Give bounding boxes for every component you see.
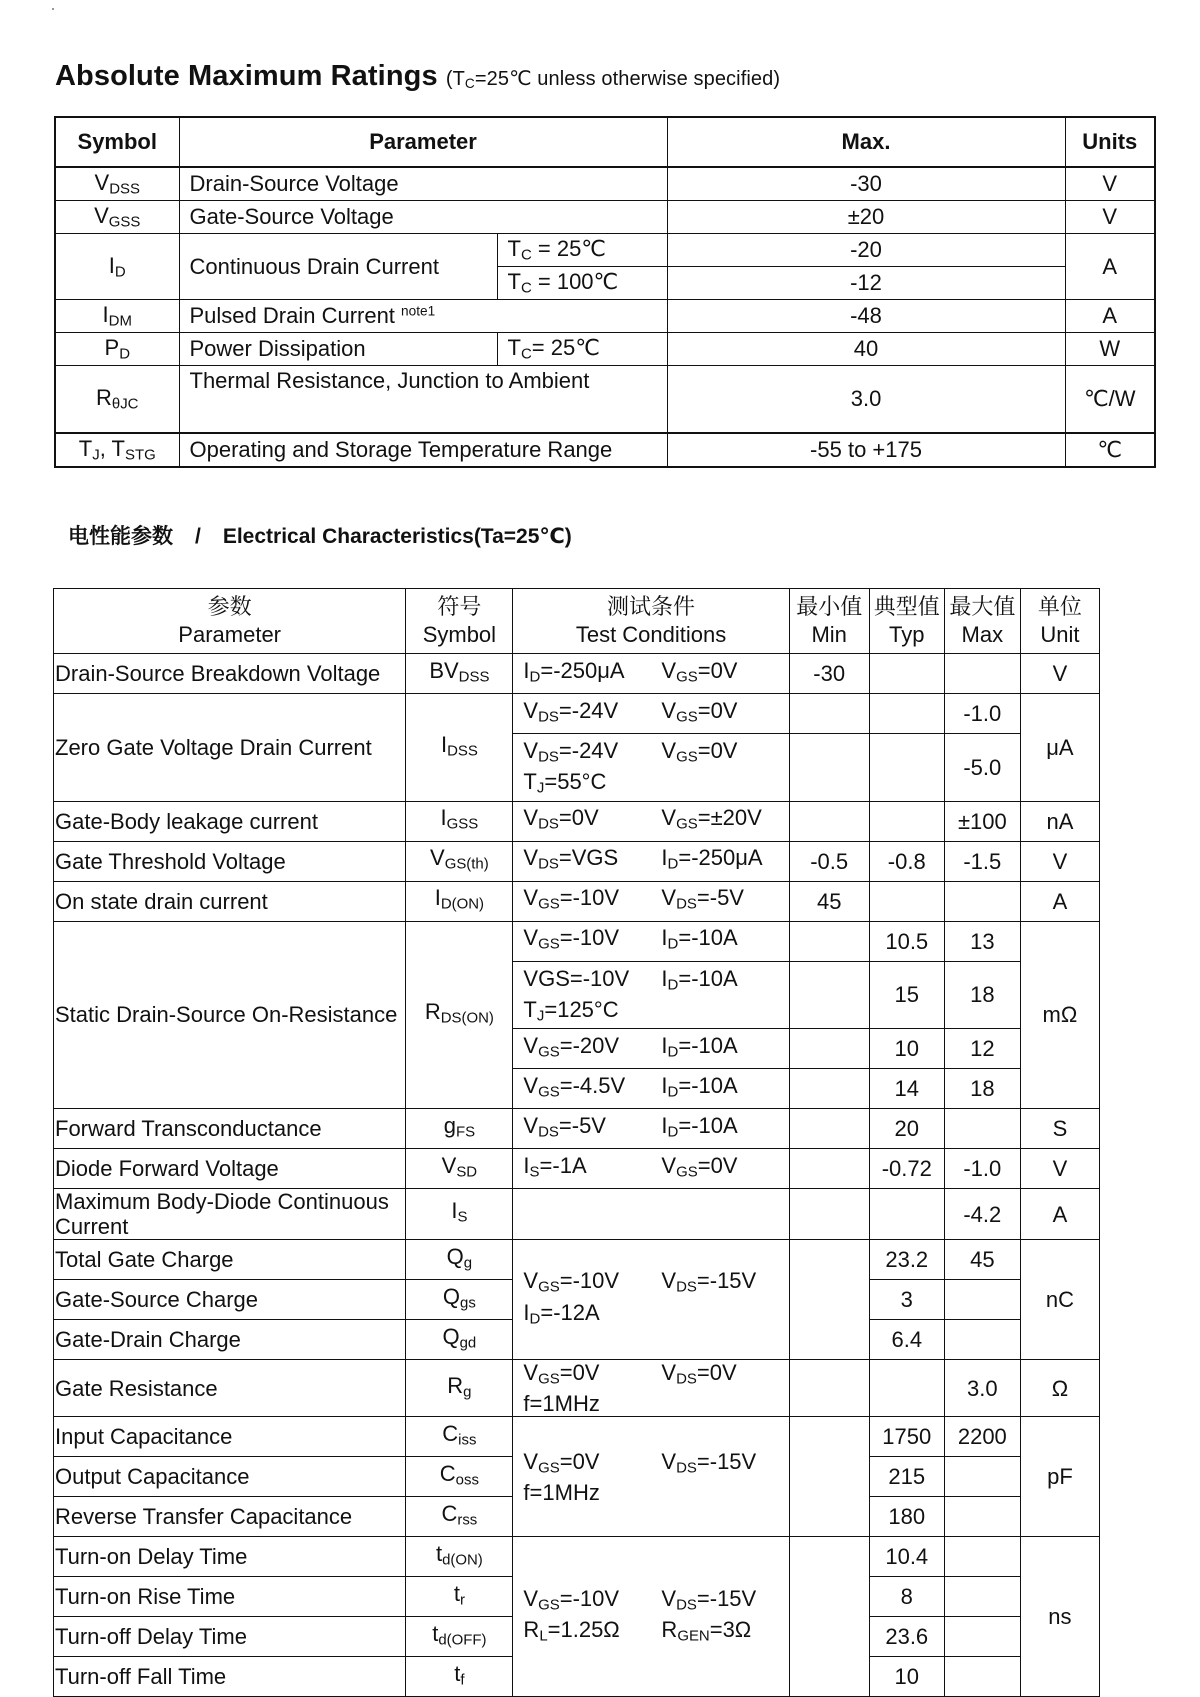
max-cell [944, 1280, 1020, 1320]
unit-cell: ns [1020, 1537, 1099, 1697]
unit-cell: V [1065, 167, 1155, 201]
unit-cell: mΩ [1020, 921, 1099, 1109]
typ-cell [869, 1189, 944, 1240]
symbol-cell: $I_{DSS}$ [406, 694, 513, 802]
min-cell [789, 961, 869, 1029]
symbol-cell: $t_r$ [406, 1577, 513, 1617]
heading-en: Electrical Characteristics(Ta=25℃) [222, 525, 572, 548]
max-cell [944, 1497, 1020, 1537]
typ-cell [869, 654, 944, 694]
parameter-cell: Total Gate Charge [54, 1240, 406, 1280]
min-cell: 45 [789, 881, 869, 921]
max-cell: 3.0 [667, 366, 1065, 434]
symbol-cell: $C_{rss}$ [406, 1497, 513, 1537]
parameter-cell: Input Capacitance [54, 1417, 406, 1457]
symbol-cell: $Q_{gd}$ [406, 1320, 513, 1360]
electrical-table [53, 588, 1100, 1697]
heading-cn: 电性能参数 [68, 525, 173, 548]
ec-header-typ: 典型值 Typ [869, 589, 944, 654]
ec-header-min: 最小值 Min [789, 589, 869, 654]
condition-cell: $V_{GS}=-10V$ $V_{DS}=-15V$ $R_L=1.25\Omega$ $R_{GEN}=3\Omega$ [513, 1537, 789, 1697]
parameter-cell: Reverse Transfer Capacitance [54, 1497, 406, 1537]
condition-cell: $V_{GS}=-10V$ $V_{DS}=-15V$ $I_D=-12A$ [513, 1240, 789, 1360]
min-cell [789, 734, 869, 802]
symbol-cell: $Q_g$ [406, 1240, 513, 1280]
typ-cell: 10 [869, 1029, 944, 1069]
ec-row-rdson-1 [54, 921, 1100, 961]
condition-cell: $V_{DS}=-24V$ $V_{GS}=0V$ $T_J=55^\circ C$ [513, 734, 789, 802]
symbol-cell: $I_{D(ON)}$ [406, 881, 513, 921]
amr-row-tj [55, 433, 1155, 467]
max-cell: -5.0 [944, 734, 1020, 802]
condition-cell: $V_{DS}=-5V$ $I_D=-10A$ [513, 1109, 789, 1149]
unit-cell: V [1065, 201, 1155, 234]
typ-cell: 14 [869, 1069, 944, 1109]
ec-row-qg [54, 1240, 1100, 1280]
condition-cell: $I_D=-250\mu A$ $V_{GS}=0V$ [513, 654, 789, 694]
max-cell: -4.2 [944, 1189, 1020, 1240]
min-cell [789, 1360, 869, 1417]
min-cell [789, 1240, 869, 1360]
typ-cell: 23.2 [869, 1240, 944, 1280]
typ-cell: 3 [869, 1280, 944, 1320]
unit-cell: S [1020, 1109, 1099, 1149]
min-cell: -0.5 [789, 841, 869, 881]
condition-cell: $V_{GS}=-10V$ $V_{DS}=-5V$ [513, 881, 789, 921]
parameter-cell: Gate-Body leakage current [54, 801, 406, 841]
parameter-cell: Pulsed Drain Current $^{note1}$ [179, 300, 667, 333]
condition-cell: $V_{DS}=-24V$ $V_{GS}=0V$ [513, 694, 789, 734]
max-cell: 45 [944, 1240, 1020, 1280]
max-cell [944, 881, 1020, 921]
min-cell [789, 1109, 869, 1149]
condition-cell: $V_{GS}=0V$ $V_{DS}=-15V$ f=1MHz [513, 1417, 789, 1537]
unit-cell: nC [1020, 1240, 1099, 1360]
symbol-cell: $C_{oss}$ [406, 1457, 513, 1497]
condition-cell: $V_{GS}=-20V$ $I_D=-10A$ [513, 1029, 789, 1069]
symbol-cell: $V_{GSS}$ [55, 201, 179, 234]
max-cell [944, 1577, 1020, 1617]
min-cell [789, 1189, 869, 1240]
amr-row-rth [55, 366, 1155, 434]
typ-cell: 10 [869, 1657, 944, 1697]
condition-cell: $V_{GS}=-10V$ $I_D=-10A$ [513, 921, 789, 961]
parameter-cell: Gate-Source Voltage [179, 201, 667, 234]
unit-cell: A [1065, 234, 1155, 300]
parameter-cell: Turn-off Delay Time [54, 1617, 406, 1657]
typ-cell [869, 734, 944, 802]
typ-cell [869, 1360, 944, 1417]
symbol-cell: $t_f$ [406, 1657, 513, 1697]
max-cell: ±20 [667, 201, 1065, 234]
ec-row-ciss [54, 1417, 1100, 1457]
typ-cell: 20 [869, 1109, 944, 1149]
parameter-cell: Drain-Source Voltage [179, 167, 667, 201]
parameter-cell: Gate-Source Charge [54, 1280, 406, 1320]
parameter-cell: Operating and Storage Temperature Range [179, 433, 667, 467]
symbol-cell: $R_g$ [406, 1360, 513, 1417]
ec-row-is [54, 1189, 1100, 1240]
parameter-cell: Turn-on Delay Time [54, 1537, 406, 1577]
parameter-cell: Gate-Drain Charge [54, 1320, 406, 1360]
min-cell [789, 694, 869, 734]
amr-header-row [55, 117, 1155, 167]
symbol-cell: $t_{d(OFF)}$ [406, 1617, 513, 1657]
ec-header-conditions: 测试条件 Test Conditions [513, 589, 789, 654]
max-cell: -48 [667, 300, 1065, 333]
min-cell [789, 1029, 869, 1069]
parameter-cell: Gate Resistance [54, 1360, 406, 1417]
unit-cell: nA [1020, 801, 1099, 841]
parameter-cell: Power Dissipation [179, 333, 497, 366]
max-cell: 12 [944, 1029, 1020, 1069]
symbol-cell: $I_{DM}$ [55, 300, 179, 333]
typ-cell: 10.4 [869, 1537, 944, 1577]
typ-cell: 15 [869, 961, 944, 1029]
condition-cell: $I_S=-1A$ $V_{GS}=0V$ [513, 1149, 789, 1189]
title-text: Absolute Maximum Ratings [55, 60, 438, 92]
unit-cell: A [1020, 881, 1099, 921]
unit-cell: ℃ [1065, 433, 1155, 467]
typ-cell: 23.6 [869, 1617, 944, 1657]
typ-cell: 10.5 [869, 921, 944, 961]
min-cell [789, 1069, 869, 1109]
ec-row-idss-1 [54, 694, 1100, 734]
symbol-cell: $I_{GSS}$ [406, 801, 513, 841]
parameter-cell: Static Drain-Source On-Resistance [54, 921, 406, 1109]
heading-slash: / [195, 525, 201, 548]
symbol-cell: $C_{iss}$ [406, 1417, 513, 1457]
unit-cell: V [1020, 841, 1099, 881]
parameter-cell: On state drain current [54, 881, 406, 921]
unit-cell: V [1020, 1149, 1099, 1189]
typ-cell: -0.72 [869, 1149, 944, 1189]
symbol-cell: $t_{d(ON)}$ [406, 1537, 513, 1577]
absolute-max-title [55, 60, 780, 93]
max-cell [944, 1657, 1020, 1697]
electrical-heading [68, 520, 572, 550]
max-cell: -55 to +175 [667, 433, 1065, 467]
symbol-cell: $I_D$ [55, 234, 179, 300]
parameter-cell: Drain-Source Breakdown Voltage [54, 654, 406, 694]
min-cell [789, 1417, 869, 1537]
typ-cell [869, 881, 944, 921]
amr-row-pd [55, 333, 1155, 366]
title-condition: ($T_C=25℃$ unless otherwise specified) [445, 68, 781, 91]
min-cell: -30 [789, 654, 869, 694]
unit-cell: pF [1020, 1417, 1099, 1537]
parameter-cell: Thermal Resistance, Junction to Ambient [179, 366, 667, 434]
unit-cell: Ω [1020, 1360, 1099, 1417]
amr-header-parameter: Parameter [179, 117, 667, 167]
typ-cell: 215 [869, 1457, 944, 1497]
max-cell: 40 [667, 333, 1065, 366]
min-cell [789, 1149, 869, 1189]
max-cell [944, 654, 1020, 694]
max-cell [944, 1537, 1020, 1577]
symbol-cell: $V_{SD}$ [406, 1149, 513, 1189]
max-cell: 3.0 [944, 1360, 1020, 1417]
ec-header-parameter: 参数 Parameter [54, 589, 406, 654]
max-cell: ±100 [944, 801, 1020, 841]
typ-cell: -0.8 [869, 841, 944, 881]
condition-cell: $T_C$ = 25℃ [497, 234, 667, 267]
ec-header-unit: 单位 Unit [1020, 589, 1099, 654]
symbol-cell: $g_{FS}$ [406, 1109, 513, 1149]
condition-cell: $T_C=$ 25℃ [497, 333, 667, 366]
typ-cell [869, 694, 944, 734]
amr-header-units: Units [1065, 117, 1155, 167]
condition-cell: $V_{GS}=0V$ $V_{DS}=0V$ f=1MHz [513, 1360, 789, 1417]
unit-cell: V [1020, 654, 1099, 694]
max-cell: 13 [944, 921, 1020, 961]
amr-row-id-25 [55, 234, 1155, 267]
min-cell [789, 801, 869, 841]
max-cell [944, 1457, 1020, 1497]
symbol-cell: $P_D$ [55, 333, 179, 366]
amr-header-max: Max. [667, 117, 1065, 167]
symbol-cell: $V_{GS(th)}$ [406, 841, 513, 881]
max-cell: 18 [944, 1069, 1020, 1109]
parameter-cell: Turn-on Rise Time [54, 1577, 406, 1617]
ec-row-idon [54, 881, 1100, 921]
max-cell: -1.0 [944, 1149, 1020, 1189]
condition-cell: $V_{DS}=0V$ $V_{GS}=\pm 20V$ [513, 801, 789, 841]
ec-row-vsd [54, 1149, 1100, 1189]
ec-header-row [54, 589, 1100, 654]
ec-row-tdon [54, 1537, 1100, 1577]
min-cell [789, 1537, 869, 1697]
max-cell: -1.5 [944, 841, 1020, 881]
symbol-cell: $R_{DS(ON)}$ [406, 921, 513, 1109]
max-cell [944, 1320, 1020, 1360]
symbol-cell: $I_S$ [406, 1189, 513, 1240]
parameter-cell: Zero Gate Voltage Drain Current [54, 694, 406, 802]
max-cell: 18 [944, 961, 1020, 1029]
parameter-cell: Maximum Body-Diode Continuous Current [54, 1189, 406, 1240]
parameter-cell: Continuous Drain Current [179, 234, 497, 300]
typ-cell [869, 801, 944, 841]
symbol-cell: $V_{DSS}$ [55, 167, 179, 201]
condition-cell: VGS=-10V $I_D=-10A$ $T_J=125^\circ C$ [513, 961, 789, 1029]
max-cell [944, 1109, 1020, 1149]
parameter-cell: Output Capacitance [54, 1457, 406, 1497]
typ-cell: 8 [869, 1577, 944, 1617]
unit-cell: A [1020, 1189, 1099, 1240]
amr-row-idm [55, 300, 1155, 333]
condition-cell: $T_C$ = 100℃ [497, 267, 667, 300]
ec-header-symbol: 符号 Symbol [406, 589, 513, 654]
parameter-cell: Gate Threshold Voltage [54, 841, 406, 881]
unit-cell: W [1065, 333, 1155, 366]
amr-row-vdss [55, 167, 1155, 201]
max-cell: -20 [667, 234, 1065, 267]
amr-header-symbol: Symbol [55, 117, 179, 167]
min-cell [789, 921, 869, 961]
condition-cell: $V_{DS}=VGS$ $I_D=-250\mu A$ [513, 841, 789, 881]
max-cell [944, 1617, 1020, 1657]
amr-row-vgss [55, 201, 1155, 234]
parameter-cell: Turn-off Fall Time [54, 1657, 406, 1697]
symbol-cell: $BV_{DSS}$ [406, 654, 513, 694]
ec-row-vgsth [54, 841, 1100, 881]
typ-cell: 180 [869, 1497, 944, 1537]
max-cell: -30 [667, 167, 1065, 201]
max-cell: -12 [667, 267, 1065, 300]
note-ref: note1 [401, 303, 436, 319]
max-cell: 2200 [944, 1417, 1020, 1457]
typ-cell: 1750 [869, 1417, 944, 1457]
ec-row-gfs [54, 1109, 1100, 1149]
ec-header-max: 最大值 Max [944, 589, 1020, 654]
unit-cell: μA [1020, 694, 1099, 802]
parameter-cell: Diode Forward Voltage [54, 1149, 406, 1189]
symbol-cell: $T_J$, $T_{STG}$ [55, 433, 179, 467]
scan-dot [52, 8, 54, 10]
max-cell: -1.0 [944, 694, 1020, 734]
symbol-cell: $Q_{gs}$ [406, 1280, 513, 1320]
unit-cell: A [1065, 300, 1155, 333]
ec-row-igss [54, 801, 1100, 841]
ec-row-rg [54, 1360, 1100, 1417]
symbol-cell: $R_{\theta JC}$ [55, 366, 179, 434]
unit-cell: ℃/W [1065, 366, 1155, 434]
condition-cell: $V_{GS}=-4.5V$ $I_D=-10A$ [513, 1069, 789, 1109]
ec-row-bvdss [54, 654, 1100, 694]
absolute-max-table [54, 116, 1156, 468]
parameter-cell: Forward Transconductance [54, 1109, 406, 1149]
typ-cell: 6.4 [869, 1320, 944, 1360]
condition-cell [513, 1189, 789, 1240]
